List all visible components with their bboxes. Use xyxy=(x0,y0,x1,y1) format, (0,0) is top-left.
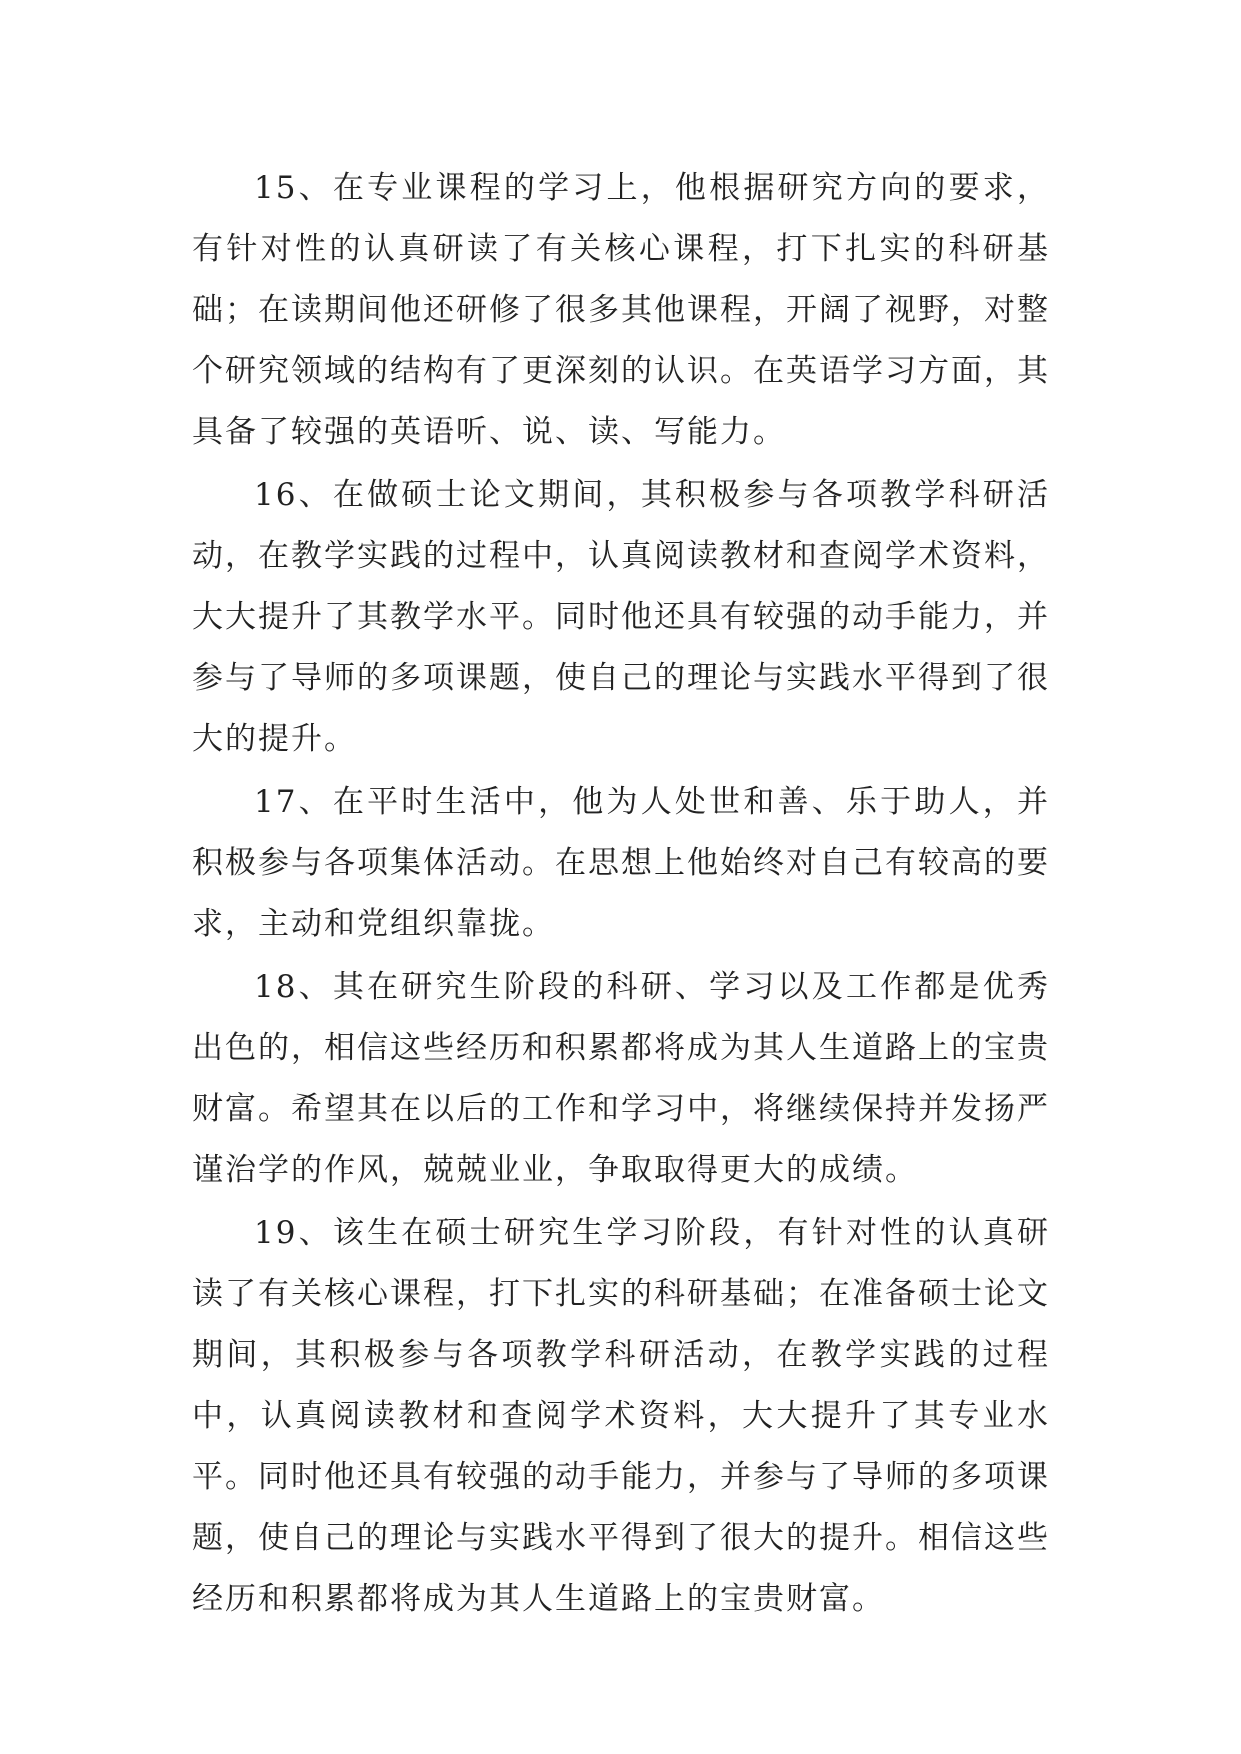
paragraph-15: 15、在专业课程的学习上，他根据研究方向的要求，有针对性的认真研读了有关核心课程，打下扎实的科研基础；在读期间他还研修了很多其他课程，开阔了视野，对整个研究领域的结构有了更深刻的认识。在英语学习方面，其具备了较强的英语听、说、读、写能力。 xyxy=(192,170,1050,450)
paragraph-18: 18、其在研究生阶段的科研、学习以及工作都是优秀出色的，相信这些经历和积累都将成为其人生道路上的宝贵财富。希望其在以后的工作和学习中，将继续保持并发扬严谨治学的作风，兢兢业业，争取取得更大的成绩。 xyxy=(192,969,1050,1188)
paragraph-16: 16、在做硕士论文期间，其积极参与各项教学科研活动，在教学实践的过程中，认真阅读教材和查阅学术资料，大大提升了其教学水平。同时他还具有较强的动手能力，并参与了导师的多项课题，使自己的理论与实践水平得到了很大的提升。 xyxy=(192,477,1050,757)
document-page xyxy=(192,158,1050,1632)
paragraph-19: 19、该生在硕士研究生学习阶段，有针对性的认真研读了有关核心课程，打下扎实的科研基础；在准备硕士论文期间，其积极参与各项教学科研活动，在教学实践的过程中，认真阅读教材和查阅学术资料，大大提升了其专业水平。同时他还具有较强的动手能力，并参与了导师的多项课题，使自己的理论与实践水平得到了很大的提升。相信这些经历和积累都将成为其人生道路上的宝贵财富。 xyxy=(192,1215,1050,1617)
paragraph-17: 17、在平时生活中，他为人处世和善、乐于助人，并积极参与各项集体活动。在思想上他始终对自己有较高的要求，主动和党组织靠拢。 xyxy=(192,784,1050,942)
